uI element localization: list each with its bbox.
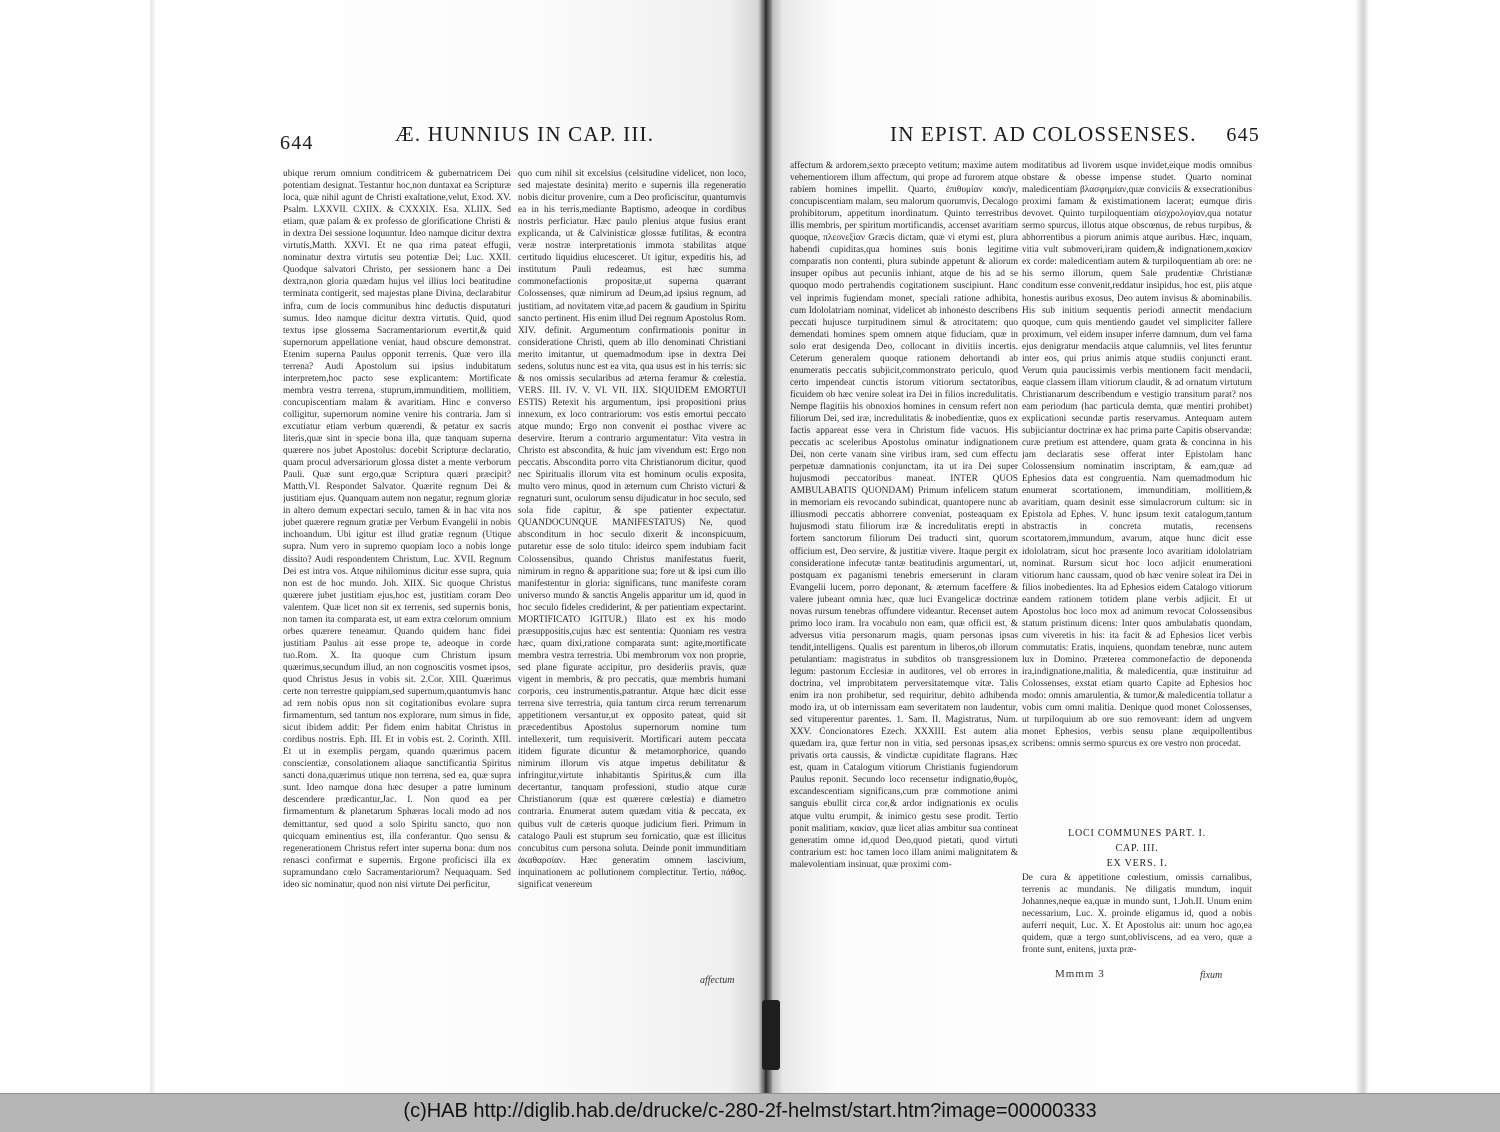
text-column-1 [283, 168, 511, 972]
paragraph: ubique rerum omnium conditricem & gubernatricem Dei potentiam designat. Testantur hoc,non duntaxat ea Scripturæ loca, quæ nihil agunt de Christi exaltatione,velut, Exod. XV. Psalm. LXXVII. CXIIX. & CXXXIX. Esa. XLIIX. Sed etiam, quæ palam & ex professo de glorificatione Christi & in dextra Dei sessione loquuntur. Ideo namque dicitur dextra virtutis,Matth. XXVI. Et ne qua rima pateat effugii, nominatur dextra virtutis seu potentiæ Dei; Luc. XXII. Quodque salvatori Christo, per sessionem hanc a Dei dextra,non gloria quædam hujus vel illius loci beatitudine terminata contigerit, sed majestas plane Divina, declarabitur infra, cum de locis communibus hinc deductis disputaturi sumus. Ideo namque dicitur dextra virtutis. Quid, quod textus ipse glossema Sacramentariorum evertit,& quid supernorum appellatione veniat, haud obscure demonstrat. Etenim superna Paulus opponit terrenis. Quæ vero illa terrena? Audi Apostolum sui ipsius indubitatum interpretem,hoc pacto sese explicantem: Mortificate membra vestra terrena, stuprum,immunditiem, mollitiem, concupiscentiam malam & avaritiam. Hinc e converso colligitur, supernorum nomine venire his contraria. Jam si excutiatur etiam verbum quærendi, & petatur ex sacris literis,quæ sint in specie bona illa, quæ tanquam superna quærere nos jubet Apostolus: docebit Scripturæ declaratio, quam procul adversariorum glossa distet a mente verborum Pauli. Quæ sunt ergo,quæ Scriptura quæri præcipit? Matth.VI. Respondet Salvator. Quærite regnum Dei & justitiam ejus. Quanquam autem non negatur, regnum gloriæ in altero demum expectari seculo, tamen & in hac vita nos jubet quærere regnum gratiæ per Verbum Evangelii in nobis inchoandum. Ubi igitur est illud gratiæ regnum (Utique supra. Num vero in supremo quopiam loco a nobis longe dissito? Audi respondentem Christum, Luc. XVII. Regnum Dei est intra vos. Atque nihilominus dicitur esse supra, quia non est de hoc mundo. Joh. XIIX. Sic quoque Christus quærere jubet justitiam ejus,hoc est, justitiam coram Deo valentem. Quæ licet non sit ex terrenis, sed supernis bonis, non tamen ita comparata est, ut eam extra cœlorum omnium orbes quærere teneamur. Quando quidem hanc fidei justitiam Paulus ait esse prope te, adeoque in corde tuo.Rom. X. Ita quoque cum Christum ipsum quærimus,secundum illud, an non cognoscitis vosmet ipsos, quod Christus Jesus in vobis sit. 2.Cor. XIII. Quærimus certe non terrestre quippiam,sed supernum,quantumvis hanc ad rem nobis opus non sit cogitationibus evolare supra firmamentum, sed tantum nos explorare, num simus in fide, sicut ibidem addit: Per fidem enim habitat Christus in cordibus nostris. Eph. III. Et in vobis est. 2. Corinth. XIII. Et ut in exemplis pergam, quando quærimus pacem conscientiæ, consolationem aliaque sanctificantia Spiritus sancti dona,quærimus utique non terrena, sed ea, quæ supra sunt. Ideo namque dona hæc desuper a patre luminum descendere prædicantur,Jac. I. Non quod ea per firmamentum & planetarum Sphæras locali modo ad nos demittantur, sed quod a solo Spiritu sancto, quo non quicquam eminentius est, illa conferantur. Quo sensu & regenerationem Christus refert inter superna bona: dum nos renasci confirmat e supernis. Ergone proficisci illa ex supramundano cœlo Sacramentariorum? Nequaquam. Sed ideo sic nominatur, quod non nisi virtute Dei perficitur, [283, 169, 511, 890]
paragraph: De cura & appetitione cœlestium, omissis carnalibus, terrenis ac mundanis. Ne diligatis mundum, inquit Johannes,neque ea,quæ in mundo sunt, 1.Joh.II. Unum enim necessarium, Luc. X. proinde eligamus id, quod a nobis auferri nequit, Luc. X. Et Apostolus ait: unum hoc ago,ea quidem, quæ a tergo sunt,obliviscens, ad ea vero, quæ a fronte sunt, enitens, juxta præ- [1022, 873, 1252, 956]
catchword: affectum [700, 975, 735, 986]
section-heading: LOCI COMMUNES PART. I. [1068, 828, 1206, 839]
footer-url-text: (c)HAB http://diglib.hab.de/drucke/c-280-2f-helmst/start.htm?image=00000333 [403, 1100, 1097, 1122]
text-column-4 [1022, 160, 1252, 850]
running-title: Æ. HUNNIUS IN CAP. III. [395, 122, 655, 146]
paragraph: moditatibus ad livorem usque invidet,eique modis omnibus obstare & obesse impense studet. Quarto nominat maledicentiam βλασφημίαν,quæ conviciis & exsecrationibus proximi famam & existimationem lacerat; eumque diris devovet. Quinto turpiloquentiam αἰσχρολογίαν,qua notatur sermo spurcus, illotus atque obscœnus, de rebus turpibus, & abhorrentibus a piorum animis atque auribus. Hæc, inquam, vitia vult submoveri,iram quidem,& indignationem,κακίαν ex corde: maledicentiam autem & turpiloquentiam ab ore: ne his sermo illorum, quem Sale prudentiæ Christianæ conditum esse convenit,reddatur insipidus, hoc est, piis atque honestis auribus exosus, Deo autem invisus & abominabilis. His sub initium sequentis periodi annectit mendacium quoque, cum quis mentiendo gaudet vel simpliciter fallere proximum, vel eidem insuper inferre damnum, dum vel fama ejus denigratur mendaciis atque calumniis, vel lites feruntur inter eos, qui prius animis atque studiis conjuncti erant. Verum quia paucissimis verbis mentionem facit mendacii, eaque classem illam vitiorum claudit, & ad ornatum virtutum Christianarum describendum e vestigio transitum parat? nos eam periodum (hac particula demta, quæ mentiri prohibet) explicationi secundæ partis reservamus. Antequam autem subjiciantur doctrinæ ex hac prima parte Capitis observandæ: curæ pretium est attendere, quam grata & concinna in his jam declaratis sese offerat inter Epistolam hanc Colossensium nominatim inscriptam, & eam,quæ ad Ephesios data est congruentia. Nam quemadmodum hic enumerat scortationem, immunditiam, mollitiem,& avaritiam, quam desinit esse simulacrorum cultum: sic in Epistola ad Ephes. V. hunc ipsum texit catalogum,tantum abstractis in concreta mutatis, recensens scortatorem,immundum, avarum, atque hunc dicit esse idololatram, sicut hoc præsente loco avaritiam idololatriam nominat. Rursum sicut hoc loco adjicit enumerationi vitiorum hanc caussam, quod ob hæc venire soleat ira Dei in filios inobedientes. Ita ad Ephesios eidem Catalogo vitiorum eandem rationem totidem plane verbis adjicit. Et ut Apostolus hoc loco mox ad animum revocat Colossensibus statum pristinum dicens: Inter quos ambulabatis quondam, cum viveretis in his: ita facit & ad Ephesios licet verbis commutatis: Eratis, inquiens, quondam tenebræ, nunc autem lux in Domino. Præterea commonefactio de deponenda ira,indignatione,malitia, & maledicentia, quæ instituitur ad Colossenses, exstat etiam quarto Capite ad Ephesios hoc modo: omnis amarulentia, & tumor,& maledicentia tollatur a vobis cum omni malitia. Denique quod monet Colossenses, ut turpiloquium ab ore suo removeant: idem ad ungvem monet Ephesios, verbis sensu plane æquipollentibus scribens: omnis sermo spurcus ex ore vestro non procedat. [1022, 161, 1252, 750]
signature-mark: Mmmm 3 [1055, 968, 1105, 980]
paragraph: affectum & ardorem,sexto præcepto vetitum; maxime autem vehementiorem illum affectum, qui prope ad furorem atque rabiem homines impellit. Quarto, ἐπιθυμίαν κακὴν, concupiscentiam malam, seu malorum quorumvis, Decalogo prohibitorum, appetitum inordinatum. Quinto terrestribus illis membris, per spiritum mortificandis, accenset avaritiam quoque, πλεονεξίαν Græcis dictam, quæ vi etymi est, plura habendi cupiditas,qua homines suis bonis legitime comparatis non contenti, plura subinde appetunt & aliorum insuper opibus aut pecuniis inhiant, atque de his ad se quoquo modo pertrahendis cogitationem suscipiunt. Hanc vel inprimis fugiendam monet, speciali ratione adhibita, cum Idololatriam nominat, videlicet ab inhonesto describens peccati hujusce turpitudinem simul & atrocitatem: quo demendati homines spem omnem atque fiduciam, quæ in solo erat desigenda Deo, collocant in divitiis incertis. Ceterum generalem quoque rationem dehortandi ab enumeratis peccatis subjicit,commonstrato periculo, quod certo impendeat cunctis istorum vitiorum sectatoribus, ficuidem ob hæc venire soleat ira Dei in filios incredulitatis. Nempe flagitiis his obnoxios homines in censum refert non filiorum Dei, sed iræ, incredulitatis & inobedientiæ, quos ex factis appareat esse vera in Christum fide vacuos. His peccatis ac sceleribus Apostolus ominatur indignationem Dei, non certe vanam sine viribus iram, sed cum effectu perpetuæ damnationis conjunctam, ita ut ira Dei super hujusmodi peccatoribus maneat. INTER QUOS AMBULABATIS QUONDAM) Primum infelicem statum in memoriam eis revocando subindicat, quantopere nunc ab illiusmodi peccatis abhorrere conveniat, posteaquam ex hujusmodi statu filiorum iræ & incredulitatis erepti in fortem sanctorum filiorum Dei traducti sint, quorum officium est, Deo servire, & justitiæ vivere. Itaque pergit ex consideratione infecutæ tantæ beatitudinis argumentari, ut, postquam ex paganismi tenebris emerserunt in claram Evangelii lucem, porro deponant, & æternum faceffere & valere jubeant omnia hæc, quæ luci Evangelicæ doctrinæ novas rursum tenebras offundere videantur. Recenset autem primo loco iram. Ira vocabulo non eam, quæ officii est, & adversus vitia personarum magis, quam personas ipsas tendit,intelligens. Qualis est parentum in liberos,ob illorum petulantiam: magistratus in subditos ob transgressionem legum: pastorum Ecclesiæ in auditores, vel ob errores in doctrina, vel improbitatem perversitatemque vitæ. Talis enim ira non prohibetur, sed requiritur, debito adhibenda modo ira, ut ob internissam eam severitatem non laudentur, sed vituperentur parentes. 1. Sam. II. Magistratus, Num. XXV. Concionatores Ezech. XXXIII. Est autem alia quædam ira, quæ fertur non in vitia, sed personas ipsas,ex privatis orta caussis, & vindictæ cupiditate flagrans. Hæc est, quam in Catalogum vitiorum Christianis fugiendorum Paulus reponit. Secundo loco recensetur indignatio,θυμὸς, excandescentiam significans,cum præ commotione animi sanguis ebullit circa cor,& ardor indignationis ex oculis atque vultu erumpit, & inimico gestu sese prodit. Tertio ponit malitiam, κακίαν, quæ licet alias ambitur sua contineat generatim omne id,quod Deo,quod pietati, quod virtuti contrarium est: hoc tamen loco illam animi malignitatem & malevolentiam insinuat, quæ proximi com- [790, 161, 1018, 870]
book-gutter [758, 0, 772, 1093]
copyright-footer [0, 1093, 1500, 1132]
catchword: fixum [1200, 970, 1223, 981]
text-column-2 [518, 168, 746, 994]
running-title: IN EPIST. AD COLOSSENSES. [890, 122, 1197, 146]
left-running-header [280, 122, 745, 162]
page-number: 644 [280, 132, 314, 154]
paragraph: quo cum nihil sit excelsius (celsitudine videlicet, non loco, sed majestate desinita) merito e supernis illa regeneratio nobis dicitur provenire, cum a Deo proficiscitur, quantumvis ea in his terris,mediante Baptismo, adeoque in cordibus nostris perficiatur. Hæc paulo plenius atque fusius erant explicanda, ut & Calvinisticæ glossæ futilitas, & econtra veræ nostræ interpretationis immota stabilitas atque certitudo liquidius elucesceret. Ut igitur, expeditis his, ad institutum Pauli redeamus, est hæc summa commonefactionis propositæ,ut superna quærant Colossenses, quæ nimirum ad Deum,ad ipsius regnum, ad justitiam, ad novitatem vitæ,ad pacem & gaudium in Spiritu sancto pertinent. His enim illud Dei regnum Apostolus Rom. XIV. definit. Argumentum confirmationis ponitur in consideratione Christi, quem ab illo denominati Christiani merito imitantur, ut quemadmodum ipse in dextra Dei sedens, solutus nunc est ea vita, qua usus est in his terris: sic & nos omissis secularibus ad æterna feramur & cœlestia. VERS. III. IV. V. VI. VII. IIX. SIQUIDEM EMORTUI ESTIS) Retexit his argumentum, ipsi propositioni prius innexum, ex loco contrariorum: vos estis emortui peccato atque mundo; Ergo non convenit ei posthac vivere ac deservire. Iterum a contrario argumentatur: Vita vestra in Christo est abscondita, & huic jam vivendum est: Ergo non peccatis. Abscondita porro vita Christianorum dicitur, quod nec Spiritualis illorum vita est hominum oculis exposita, multo vero minus, quod in æternum cum Christo victuri & regnaturi sunt, oculorum sensu dijudicatur in hoc seculo, sed sola fide capitur, & spe patienter expectatur. QUANDOCUNQUE MANIFESTATUS) Ne, quod absconditum in hoc seculo dixerit & inconspicuum, putaretur esse de solo titulo: ideirco spem indubiam facit Colossensibus, quando Christus manifestatus fuerit, nimirum in regno & apparitione sua; fore ut & ipsi cum illo manifestentur in gloria: significans, tunc manifeste coram universo mundo & sanctis Angelis apparitur um id, quod in hoc seculo fideles crediderint, & per patientiam expectarint. MORTIFICATO IGITUR.) Illato est ex his modo præsuppositis,cujus hæc est sententia: Quoniam res vestra hæc, quam dixi,ratione comparata sunt: agite,mortificate membra vestra terrestria. Ubi membrorum vox non proprie, sed plane figurate accipitur, pro desideriis pravis, quæ vigent in membris, & pro peccatis, quæ membris humani corporis, ceu instrumentis,patrantur. Atque hæc dicit esse terrena sive terrestria, quia tantum circa rerum terrenarum appetitionem versantur,ut ex opposito pateat, quid sit præcedentibus Apostolus supernorum nomine tum intellexerit, tum requisiverit. Mortificari autem peccata itidem figurate dicuntur & metamorphorice, quando nimirum illorum vis atque impetus debilitatur & infringitur,virtute inhabitantis Spiritus,& cum illa decertantur, tanquam professioni, studio atque curæ Christianorum (quæ est quærere cœlestia) e diametro contraria. Enumerat autem quædam vitia & peccata, ex quibus vult de cæteris quoque judicium fieri. Primum in catalogo Pauli est stuprum seu fornicatio, quæ est illicitus concubitus cum persona soluta. Deinde ponit immunditiam ἀκαθαρσίαν. Hæc generatim omnem lascivium, inquinationem ac pollutionem complectitur. Tertio, πάθος. significat venereum [518, 169, 746, 890]
right-running-header [890, 122, 1260, 162]
text-column-5 [1022, 872, 1252, 972]
page-edge-shadow [1355, 0, 1369, 1093]
section-subheading: EX VERS. I. [1106, 858, 1168, 869]
binding-clip [762, 1000, 780, 1070]
text-column-3 [790, 160, 1018, 972]
section-subheading: CAP. III. [1115, 843, 1159, 854]
page-number: 645 [1226, 124, 1260, 146]
